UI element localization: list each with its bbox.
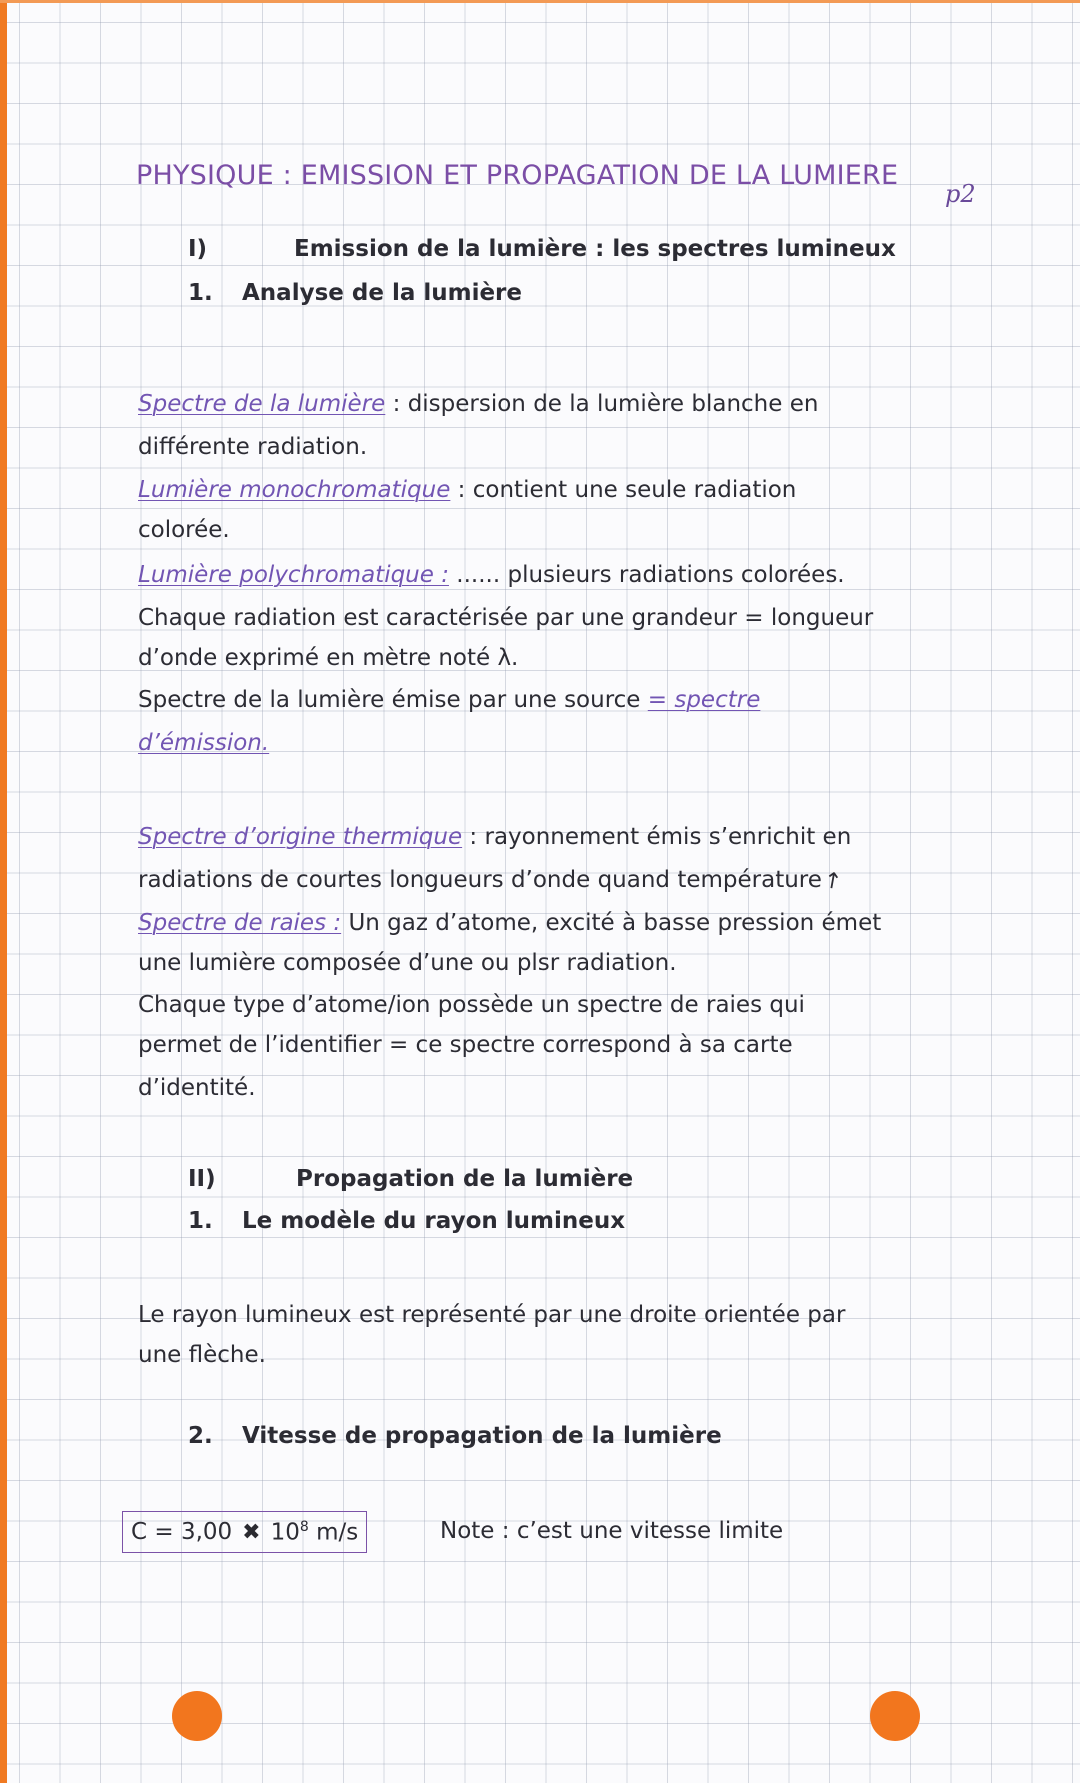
atome-text: d’identité. — [138, 1075, 256, 1101]
section-1-heading: Emission de la lumière : les spectres lumineux — [294, 236, 896, 262]
term-spectre: Spectre de la lumière — [138, 391, 386, 417]
atome-text: permet de l’identifier = ce spectre correspond à sa carte — [138, 1032, 793, 1058]
definition-spectre: Spectre de la lumière : dispersion de la lumière blanche en — [138, 391, 819, 417]
subsection-2-1-number: 1. — [188, 1208, 213, 1234]
term-spectre-emission: = spectre — [647, 687, 761, 713]
definition-text: rayonnement émis s’enrichit en — [484, 824, 852, 850]
notebook-top-edge — [0, 0, 1080, 3]
cross-icon: ✖ — [242, 1519, 261, 1545]
page-number: p2 — [945, 180, 976, 208]
section-1-number: I) — [188, 236, 208, 262]
subsection-1-heading: Analyse de la lumière — [242, 280, 522, 306]
definition-monochromatique: Lumière monochromatique : contient une seule radiation — [138, 477, 797, 503]
definition-thermique: Spectre d’origine thermique : rayonnement émis s’enrichit en — [138, 824, 852, 850]
term-polychromatique: Lumière polychromatique : — [138, 562, 449, 588]
speed-unit: m/s — [308, 1519, 359, 1546]
page-title: PHYSIQUE : EMISSION ET PROPAGATION DE LA LUMIERE — [136, 160, 899, 191]
radiation-text: Chaque radiation est caractérisée par une grandeur = longueur — [138, 605, 874, 631]
speed-note: Note : c’est une vitesse limite — [440, 1518, 784, 1544]
definition-text: une lumière composée d’une ou plsr radiation. — [138, 950, 677, 976]
emission-text-continued — [138, 723, 269, 764]
notebook-edge — [0, 0, 7, 1783]
rayon-text: Le rayon lumineux est représenté par une droite orientée par — [138, 1302, 846, 1328]
section-2-number: II) — [188, 1166, 216, 1192]
atome-text: Chaque type d’atome/ion possède un spectre de raies qui — [138, 992, 805, 1018]
subsection-2-1-heading: Le modèle du rayon lumineux — [242, 1208, 626, 1234]
speed-power: $10^8$ m/s — [270, 1518, 359, 1546]
speed-value: C = 3,00 — [131, 1519, 233, 1545]
north-east-arrow-icon: ↗ — [817, 865, 848, 897]
definition-text: radiations de courtes longueurs d’onde quand température↗ — [138, 860, 842, 902]
definition-text: Un gaz d’atome, excité à basse pression émet — [341, 910, 882, 936]
definition-raies — [138, 903, 881, 944]
emission-text: Spectre de la lumière émise par une source = spectre — [138, 687, 761, 713]
definition-text: colorée. — [138, 517, 230, 543]
binder-hole-left — [172, 1691, 222, 1741]
rayon-text: une flèche. — [138, 1342, 266, 1368]
definition-text: dispersion de la lumière blanche en — [407, 391, 819, 417]
definition-text: plusieurs radiations colorées. — [507, 562, 845, 588]
subsection-2-2-number: 2. — [188, 1423, 213, 1449]
term-thermique: Spectre d’origine thermique — [138, 824, 463, 850]
definition-polychromatique: Lumière polychromatique : ...... plusieurs radiations colorées. — [138, 562, 845, 588]
speed-of-light-box — [122, 1511, 367, 1553]
term-raies: Spectre de raies : — [138, 910, 342, 936]
term-spectre-emission: d’émission. — [138, 730, 270, 756]
subsection-2-2-heading: Vitesse de propagation de la lumière — [242, 1423, 722, 1449]
binder-hole-right — [870, 1691, 920, 1741]
definition-text: contient une seule radiation — [472, 477, 797, 503]
radiation-text: d’onde exprimé en mètre noté λ. — [138, 645, 519, 671]
term-monochromatique: Lumière monochromatique — [138, 477, 451, 503]
definition-text: différente radiation. — [138, 434, 368, 460]
section-2-heading: Propagation de la lumière — [296, 1166, 634, 1192]
subsection-1-number: 1. — [188, 280, 213, 306]
